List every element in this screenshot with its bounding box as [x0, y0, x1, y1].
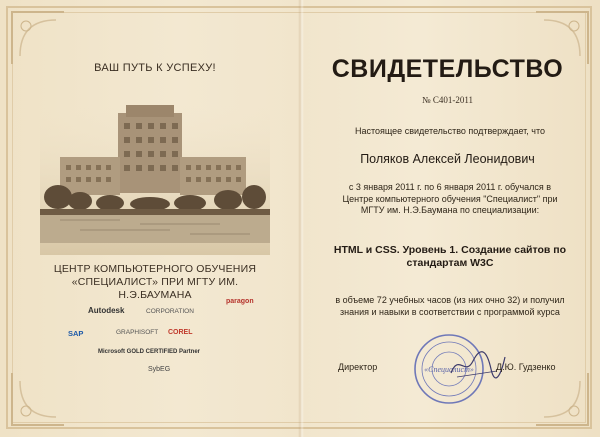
center-name-line1: ЦЕНТР КОМПЬЮТЕРНОГО ОБУЧЕНИЯ: [53, 263, 257, 275]
student-full-name: Поляков Алексей Леонидович: [360, 152, 535, 166]
corner-ornament-icon: [532, 369, 592, 429]
course-name: [315, 244, 585, 270]
partner-logo: CORPORATION: [146, 308, 194, 315]
center-name-line2: «СПЕЦИАЛИСТ» ПРИ МГТУ ИМ. Н.Э.БАУМАНА: [71, 276, 239, 301]
director-name: Д.Ю. Гудзенко: [496, 362, 556, 372]
certificate-title: СВИДЕТЕЛЬСТВО: [331, 55, 564, 83]
university-building-photo: [40, 105, 270, 255]
partner-logo: Microsoft GOLD CERTIFIED Partner: [98, 349, 201, 355]
study-line: МГТУ им. Н.Э.Баумана по специализации:: [360, 205, 540, 215]
partner-logo: SAP: [68, 329, 84, 338]
partner-logo: SybEG: [148, 366, 171, 373]
partner-logo: paragon: [226, 298, 254, 305]
corner-ornament-icon: [8, 8, 68, 68]
slogan: ВАШ ПУТЬ К УСПЕХУ!: [94, 62, 216, 74]
partner-logo: GRAPHISOFT: [116, 329, 159, 336]
director-label: Директор: [338, 362, 378, 372]
certificate-number: № С401-2011: [421, 95, 473, 105]
partner-logo: Autodesk: [88, 306, 125, 315]
course-line: HTML и CSS. Уровень 1. Создание сайтов по: [333, 244, 567, 256]
hours-text: [320, 295, 580, 318]
study-line: Центре компьютерного обучения "Специалист" при: [342, 193, 558, 204]
course-line: стандартам W3C: [406, 257, 494, 269]
stamp-text: «Специалист»: [424, 365, 474, 374]
partner-logo: COREL: [168, 329, 193, 336]
confirm-text: Настоящее свидетельство подтверждает, что: [354, 126, 546, 136]
center-fold: [298, 0, 304, 437]
study-period-text: [320, 182, 580, 217]
partner-logos: [58, 296, 268, 401]
study-line: с 3 января 2011 г. по 6 января 2011 г. обучался в: [348, 182, 552, 192]
hours-line: знания и навыки в соответствии с программой курса: [340, 306, 560, 317]
hours-line: в объеме 72 учебных часов (из них очно 32) и получил: [335, 295, 565, 305]
